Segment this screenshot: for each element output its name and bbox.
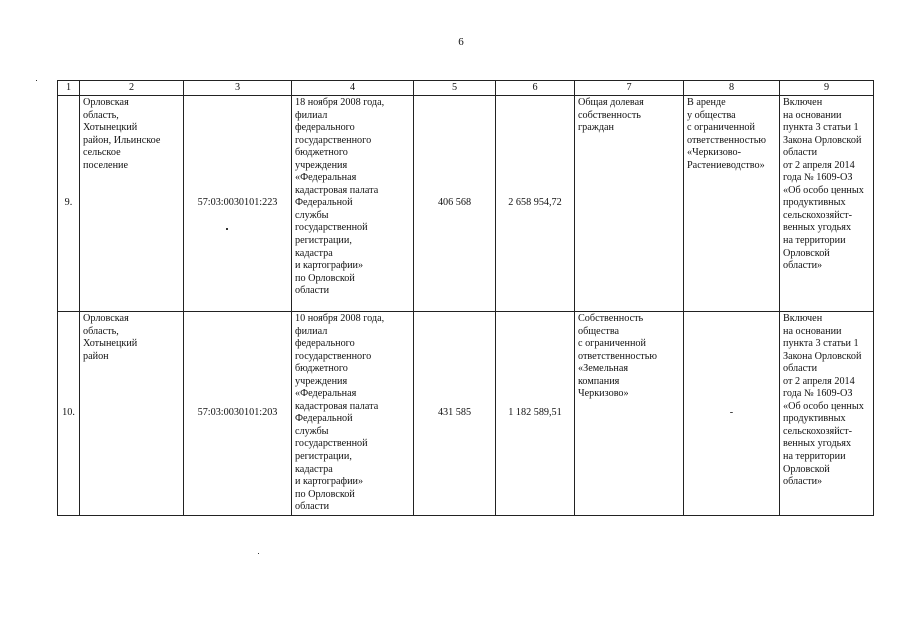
basis-cell: Включен на основании пункта 3 статьи 1 Закона Орловской области от 2 апреля 2014 года № 1609-ОЗ «Об особо ценных продуктивных сельскохозяйст- венных угодьях на территории Орловской области» [780, 312, 874, 516]
location-cell: Орловская область, Хотынецкий район [80, 312, 184, 516]
land-register-table [57, 80, 874, 516]
column-number: 6 [496, 81, 575, 96]
page-number: 6 [458, 36, 464, 48]
row-number: 10. [58, 312, 80, 516]
ownership-cell: Собственность общества с ограниченной ответственностью «Земельная компания Черкизово» [575, 312, 684, 516]
column-number-row [58, 81, 874, 96]
row-number: 9. [58, 96, 80, 312]
lease-cell: В аренде у общества с ограниченной ответственностью «Черкизово- Растениеводство» [684, 96, 780, 312]
area-cell: 406 568 [414, 96, 496, 312]
table-row [58, 96, 874, 312]
scan-speck [258, 553, 259, 554]
column-number: 1 [58, 81, 80, 96]
value-cell: 1 182 589,51 [496, 312, 575, 516]
scan-speck [226, 228, 228, 230]
column-number: 9 [780, 81, 874, 96]
ownership-cell: Общая долевая собственность граждан [575, 96, 684, 312]
basis-cell: Включен на основании пункта 3 статьи 1 Закона Орловской области от 2 апреля 2014 года № 1609-ОЗ «Об особо ценных продуктивных сельскохозяйст- венных угодьях на территории Орловской области» [780, 96, 874, 312]
registration-cell: 10 ноября 2008 года, филиал федерального государственного бюджетного учреждения «Федеральная кадастровая палата Федеральной службы государственной регистрации, кадастра и картографии» по Орловской области [292, 312, 414, 516]
value-cell: 2 658 954,72 [496, 96, 575, 312]
lease-cell: - [684, 312, 780, 516]
area-cell: 431 585 [414, 312, 496, 516]
cadastral-number-cell: 57:03:0030101:203 [184, 312, 292, 516]
cadastral-number-cell: 57:03:0030101:223 [184, 96, 292, 312]
column-number: 5 [414, 81, 496, 96]
column-number: 8 [684, 81, 780, 96]
column-number: 3 [184, 81, 292, 96]
registration-cell: 18 ноября 2008 года, филиал федерального государственного бюджетного учреждения «Федеральная кадастровая палата Федеральной службы государственной регистрации, кадастра и картографии» по Орловской области [292, 96, 414, 312]
column-number: 4 [292, 81, 414, 96]
table-row [58, 312, 874, 516]
scan-speck [36, 80, 37, 81]
column-number: 2 [80, 81, 184, 96]
location-cell: Орловская область, Хотынецкий район, Ильинское сельское поселение [80, 96, 184, 312]
column-number: 7 [575, 81, 684, 96]
